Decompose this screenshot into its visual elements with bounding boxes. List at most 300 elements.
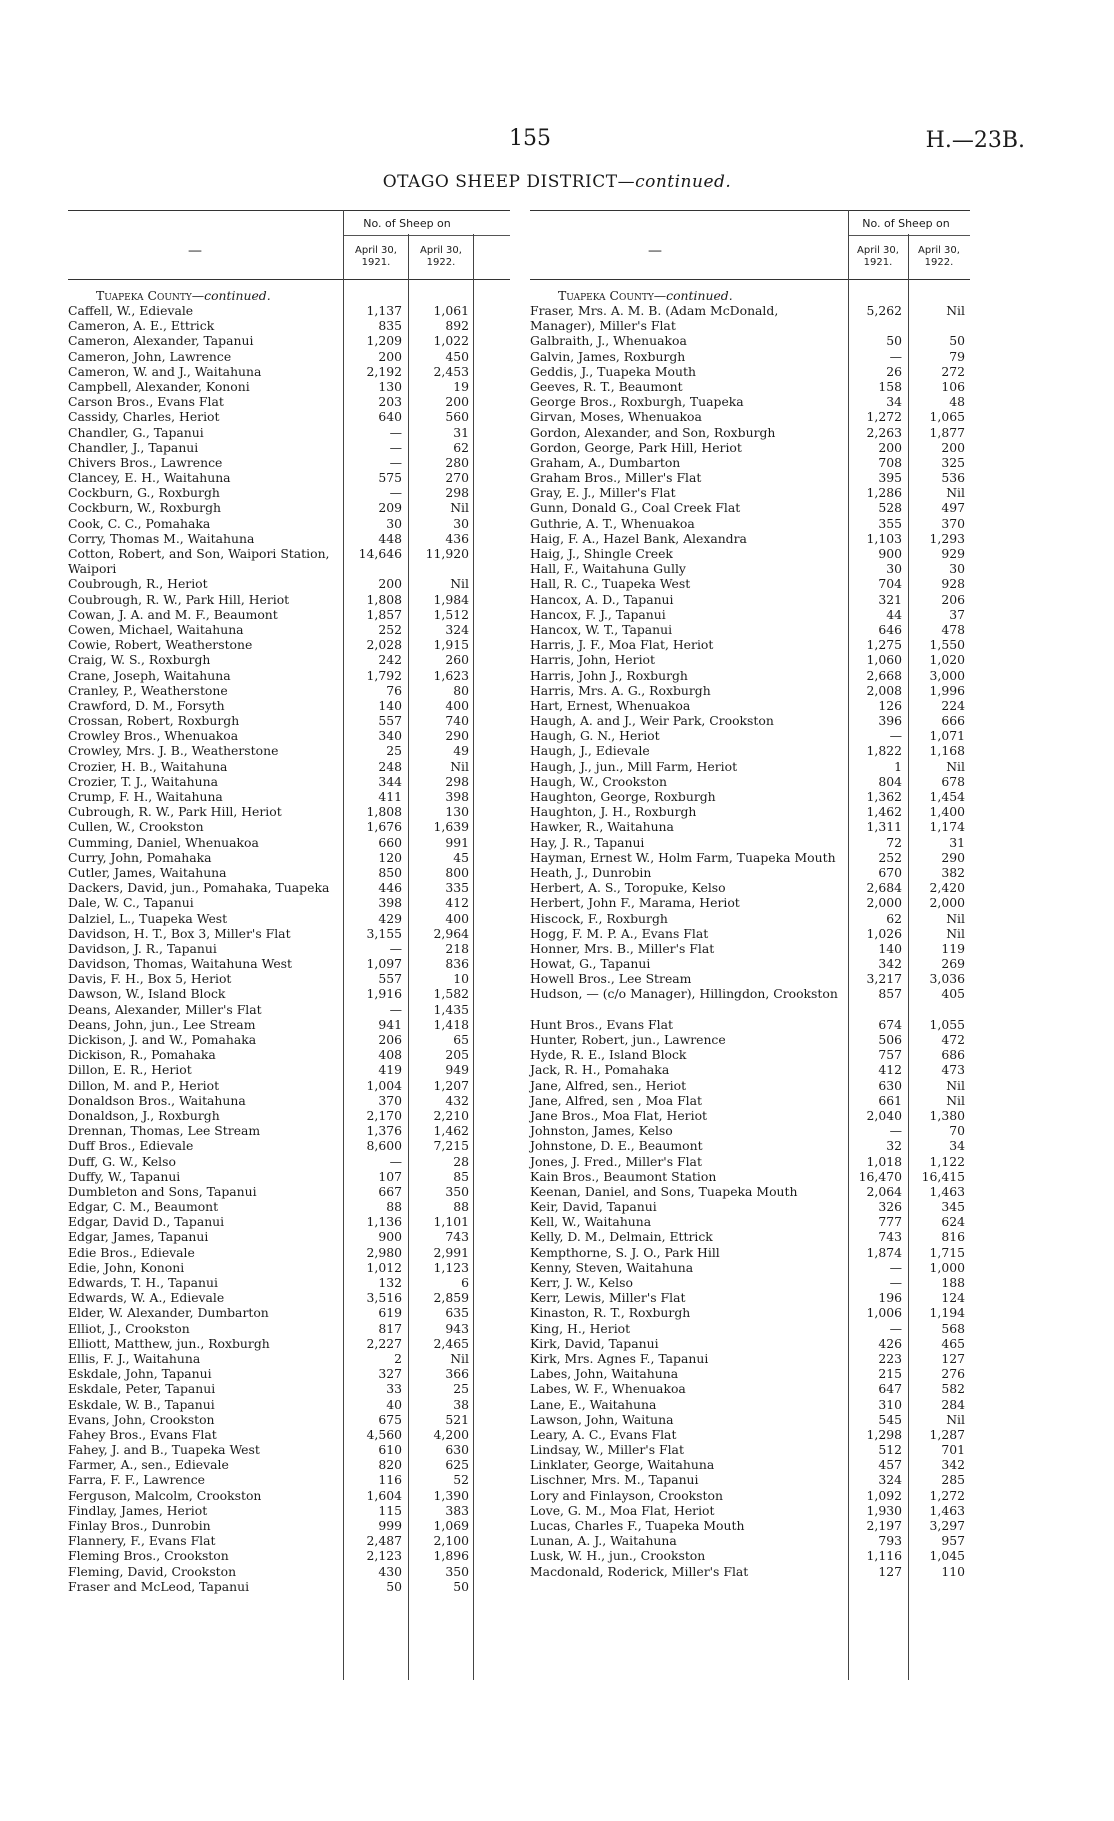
owner-name: Cowie, Robert, Weatherstone	[68, 637, 253, 653]
sheep-count-1921: 1,916	[366, 986, 402, 1002]
sheep-count-1922: 1,996	[929, 682, 965, 698]
sheep-count-1921: 448	[378, 530, 402, 546]
sheep-count-1921: 107	[378, 1168, 402, 1184]
sheep-count-1922: 260	[445, 652, 469, 668]
owner-name: Johnston, James, Kelso	[530, 1123, 673, 1139]
sheep-count-1921: 575	[378, 470, 402, 486]
owner-name: Duff Bros., Edievale	[68, 1138, 194, 1154]
sheep-count-1922: Nil	[450, 758, 469, 774]
owner-name: Ferguson, Malcolm, Crookston	[68, 1487, 262, 1503]
header-col-1921: April 30, 1921.	[355, 245, 397, 268]
owner-name: Coubrough, R., Heriot	[68, 576, 208, 592]
owner-name: Hudson, — (c/o Manager), Hillingdon, Crookston	[530, 986, 838, 1002]
owner-name: Crozier, H. B., Waitahuna	[68, 758, 228, 774]
sheep-count-1922: 28	[453, 1153, 469, 1169]
sheep-count-1922: 929	[941, 546, 965, 562]
county-continued: continued.	[204, 288, 271, 303]
sheep-count-1922: 398	[445, 789, 469, 805]
sheep-count-1921: 44	[886, 606, 902, 622]
sheep-count-1921: 1,275	[866, 637, 902, 653]
sheep-count-1921: 667	[378, 1183, 402, 1199]
owner-name: Elliot, J., Crookston	[68, 1320, 190, 1336]
sheep-count-1921: 941	[378, 1016, 402, 1032]
sheep-count-1922: 1,400	[929, 804, 965, 820]
sheep-count-1922: 269	[941, 956, 965, 972]
sheep-count-1922: 25	[453, 1381, 469, 1397]
owner-name: Fleming Bros., Crookston	[68, 1548, 229, 1564]
owner-name: Hay, J. R., Tapanui	[530, 834, 645, 850]
sheep-count-1922: 991	[445, 834, 469, 850]
owner-name: Cowan, J. A. and M. F., Beaumont	[68, 606, 278, 622]
sheep-count-1921: 252	[878, 849, 902, 865]
sheep-count-1922: 298	[445, 773, 469, 789]
owner-name: George Bros., Roxburgh, Tuapeka	[530, 394, 744, 410]
sheep-count-1921: —	[889, 348, 902, 364]
sheep-count-1922: 1,550	[929, 637, 965, 653]
sheep-count-1922: 188	[941, 1275, 965, 1291]
owner-name: Cotton, Robert, and Son, Waipori Station, Waipori	[68, 546, 330, 577]
sheep-count-1921: 33	[386, 1381, 402, 1397]
sheep-count-1921: 820	[378, 1457, 402, 1473]
sheep-count-1922: 350	[445, 1563, 469, 1579]
sheep-count-1921: 1,006	[866, 1305, 902, 1321]
sheep-count-1921: 1,676	[366, 819, 402, 835]
sheep-count-1921: 793	[878, 1533, 902, 1549]
owner-name: Jane, Alfred, sen , Moa Flat	[530, 1092, 702, 1108]
sheep-count-1922: 536	[941, 470, 965, 486]
owner-name: Clancey, E. H., Waitahuna	[68, 470, 231, 486]
owner-name: Duff, G. W., Kelso	[68, 1153, 176, 1169]
sheep-count-1922: 1,896	[433, 1548, 469, 1564]
sheep-count-1922: 3,000	[929, 667, 965, 683]
owner-name: Harris, J. F., Moa Flat, Heriot	[530, 637, 714, 653]
sheep-count-1921: 130	[378, 378, 402, 394]
sheep-count-1921: 215	[878, 1366, 902, 1382]
owner-name: Dawson, W., Island Block	[68, 986, 226, 1002]
owner-name: Gray, E. J., Miller's Flat	[530, 485, 676, 501]
owner-name: Girvan, Moses, Whenuakoa	[530, 409, 702, 425]
sheep-count-1922: 436	[445, 530, 469, 546]
sheep-count-1921: 14,646	[358, 546, 402, 561]
sheep-count-1922: 4,200	[433, 1426, 469, 1442]
sheep-count-1921: 430	[378, 1563, 402, 1579]
sheep-count-1921: 1,311	[866, 819, 902, 835]
owner-name: Hancox, F. J., Tapanui	[530, 606, 666, 622]
county-heading	[558, 288, 733, 303]
owner-name: Carson Bros., Evans Flat	[68, 394, 224, 410]
owner-name: Edie, John, Kononi	[68, 1259, 185, 1275]
sheep-count-1921: —	[889, 1320, 902, 1336]
sheep-count-1922: 11,920	[425, 546, 469, 561]
sheep-count-1922: 3,297	[929, 1518, 965, 1534]
owner-name: Cubrough, R. W., Park Hill, Heriot	[68, 804, 282, 820]
sheep-count-1921: 412	[878, 1062, 902, 1078]
sheep-count-1921: 1,362	[866, 789, 902, 805]
owner-name: Fahey, J. and B., Tuapeka West	[68, 1442, 260, 1458]
owner-name: Curry, John, Pomahaka	[68, 849, 212, 865]
owner-name: Deans, Alexander, Miller's Flat	[68, 1001, 262, 1017]
sheep-count-1921: 252	[378, 621, 402, 637]
header-col-1922: April 30, 1922.	[918, 245, 960, 268]
sheep-count-1922: 928	[941, 576, 965, 592]
sheep-count-1922: 79	[949, 348, 965, 364]
sheep-count-1922: 472	[941, 1032, 965, 1048]
owner-name: Cutler, James, Waitahuna	[68, 864, 227, 880]
sheep-count-1922: 3,036	[929, 971, 965, 987]
sheep-count-1921: —	[889, 1275, 902, 1291]
sheep-count-1921: 704	[878, 576, 902, 592]
owner-name: Heath, J., Dunrobin	[530, 864, 652, 880]
sheep-count-1922: 1,020	[929, 652, 965, 668]
owner-name: Chandler, G., Tapanui	[68, 424, 204, 440]
owner-name: Cameron, W. and J., Waitahuna	[68, 363, 262, 379]
owner-name: Macdonald, Roderick, Miller's Flat	[530, 1563, 749, 1579]
sheep-count-1922: 1,462	[433, 1123, 469, 1139]
sheep-count-1922: 50	[453, 1578, 469, 1594]
sheep-count-1922: 957	[941, 1533, 965, 1549]
sheep-count-1922: 1,639	[433, 819, 469, 835]
owner-name: Gordon, George, Park Hill, Heriot	[530, 439, 742, 455]
sheep-count-1922: 465	[941, 1335, 965, 1351]
sheep-count-1922: 206	[941, 591, 965, 607]
owner-name: Leary, A. C., Evans Flat	[530, 1426, 677, 1442]
sheep-count-1921: 206	[378, 1032, 402, 1048]
sheep-count-1922: 1,512	[433, 606, 469, 622]
sheep-count-1922: 130	[445, 804, 469, 820]
sheep-count-1922: 80	[453, 682, 469, 698]
sheep-count-1922: 30	[453, 515, 469, 531]
sheep-count-1921: 1,286	[866, 485, 902, 501]
owner-name: Cassidy, Charles, Heriot	[68, 409, 220, 425]
sheep-count-1922: 1,915	[433, 637, 469, 653]
sheep-count-1922: 1,055	[929, 1016, 965, 1032]
sheep-count-1921: 660	[378, 834, 402, 850]
owner-name: Flannery, F., Evans Flat	[68, 1533, 216, 1549]
sheep-count-1922: Nil	[450, 1350, 469, 1366]
sheep-count-1922: 49	[453, 743, 469, 759]
sheep-count-1922: 400	[445, 910, 469, 926]
owner-name: Hawker, R., Waitahuna	[530, 819, 674, 835]
owner-name: Haughton, J. H., Roxburgh	[530, 804, 697, 820]
owner-name: Cranley, P., Weatherstone	[68, 682, 228, 698]
sheep-count-1922: 16,415	[921, 1168, 965, 1184]
sheep-count-1922: 218	[445, 940, 469, 956]
sheep-count-1921: 16,470	[858, 1168, 902, 1184]
sheep-count-1922: 272	[941, 363, 965, 379]
owner-name: Dickison, J. and W., Pomahaka	[68, 1032, 257, 1048]
sheep-count-1922: 1,984	[433, 591, 469, 607]
sheep-count-1921: 355	[878, 515, 902, 531]
sheep-count-1921: 999	[378, 1518, 402, 1534]
owner-name: Eskdale, W. B., Tapanui	[68, 1396, 215, 1412]
owner-name: Gordon, Alexander, and Son, Roxburgh	[530, 424, 776, 440]
sheep-count-1921: 200	[378, 348, 402, 364]
header-group-label: No. of Sheep on	[862, 217, 950, 230]
sheep-count-1922: 478	[941, 621, 965, 637]
owner-name: Kinaston, R. T., Roxburgh	[530, 1305, 691, 1321]
column-rule	[408, 234, 409, 1680]
sheep-count-1922: 1,061	[433, 303, 469, 318]
sheep-count-1921: 1,018	[866, 1153, 902, 1169]
sheep-count-1922: 2,100	[433, 1533, 469, 1549]
owner-name: Kirk, David, Tapanui	[530, 1335, 659, 1351]
sheep-count-1921: 1,376	[366, 1123, 402, 1139]
sheep-count-1921: 116	[378, 1472, 402, 1488]
sheep-count-1922: 1,174	[929, 819, 965, 835]
sheep-count-1921: 396	[878, 713, 902, 729]
sheep-count-1921: 2,487	[366, 1533, 402, 1549]
sheep-count-1921: 2	[394, 1350, 402, 1366]
sheep-count-1922: 1,463	[929, 1502, 965, 1518]
sheep-count-1921: 2,263	[866, 424, 902, 440]
owner-name: Fraser, Mrs. A. M. B. (Adam McDonald, Manager), Miller's Flat	[530, 303, 779, 334]
sheep-count-1922: 1,065	[929, 409, 965, 425]
owner-name: Campbell, Alexander, Kononi	[68, 378, 250, 394]
owner-name: Love, G. M., Moa Flat, Heriot	[530, 1502, 715, 1518]
owner-name: Crump, F. H., Waitahuna	[68, 789, 223, 805]
sheep-count-1921: 8,600	[366, 1138, 402, 1154]
sheep-count-1921: 140	[878, 940, 902, 956]
sheep-count-1922: 2,453	[433, 363, 469, 379]
sheep-count-1922: 412	[445, 895, 469, 911]
owner-name: Cameron, John, Lawrence	[68, 348, 232, 364]
owner-name: Elliott, Matthew, jun., Roxburgh	[68, 1335, 270, 1351]
sheep-count-1922: 743	[445, 1229, 469, 1245]
sheep-count-1921: 557	[378, 713, 402, 729]
sheep-count-1922: 85	[453, 1168, 469, 1184]
sheep-count-1921: 670	[878, 864, 902, 880]
owner-name: Chivers Bros., Lawrence	[68, 454, 223, 470]
sheep-count-1921: 50	[886, 333, 902, 349]
owner-name: Cockburn, G., Roxburgh	[68, 485, 220, 501]
sheep-count-1922: 686	[941, 1047, 965, 1063]
sheep-count-1921: 835	[378, 318, 402, 334]
owner-name: Farmer, A., sen., Edievale	[68, 1457, 229, 1473]
owner-name: Hunter, Robert, jun., Lawrence	[530, 1032, 726, 1048]
sheep-count-1922: 34	[949, 1138, 965, 1154]
sheep-count-1921: 2,227	[366, 1335, 402, 1351]
owner-name: Craig, W. S., Roxburgh	[68, 652, 211, 668]
sheep-count-1922: 1,122	[929, 1153, 965, 1169]
owner-name: Lusk, W. H., jun., Crookston	[530, 1548, 706, 1564]
owner-name: Eskdale, Peter, Tapanui	[68, 1381, 216, 1397]
title-italic: continued.	[635, 172, 732, 192]
sheep-count-1921: 209	[378, 500, 402, 516]
sheep-count-1921: 408	[378, 1047, 402, 1063]
sheep-count-1921: 857	[878, 986, 902, 1002]
owner-name: Harris, Mrs. A. G., Roxburgh	[530, 682, 711, 698]
header-group-label: No. of Sheep on	[363, 217, 451, 230]
sheep-count-1922: 1,582	[433, 986, 469, 1002]
sheep-count-1922: 2,991	[433, 1244, 469, 1260]
sheep-count-1921: 127	[878, 1563, 902, 1579]
owner-name: Geddis, J., Tuapeka Mouth	[530, 363, 696, 379]
owner-name: Dalziel, L., Tuapeka West	[68, 910, 228, 926]
sheep-count-1921: 62	[886, 910, 902, 926]
owner-name: Lawson, John, Waituna	[530, 1411, 674, 1427]
owner-name: Kempthorne, S. J. O., Park Hill	[530, 1244, 720, 1260]
sheep-count-1922: 110	[941, 1563, 965, 1579]
sheep-count-1921: 321	[878, 591, 902, 607]
owner-name: Graham Bros., Miller's Flat	[530, 470, 702, 486]
sheep-count-1921: 1,209	[366, 333, 402, 349]
sheep-count-1921: 2,684	[866, 880, 902, 896]
sheep-count-1922: 200	[445, 394, 469, 410]
owner-name: Keenan, Daniel, and Sons, Tuapeka Mouth	[530, 1183, 798, 1199]
sheep-count-1921: 30	[886, 561, 902, 577]
owner-name: Evans, John, Crookston	[68, 1411, 215, 1427]
sheep-count-1921: 619	[378, 1305, 402, 1321]
owner-name: Drennan, Thomas, Lee Stream	[68, 1123, 261, 1139]
sheep-count-1922: 106	[941, 378, 965, 394]
sheep-count-1922: 678	[941, 773, 965, 789]
sheep-count-1922: 2,964	[433, 925, 469, 941]
owner-name: Jane Bros., Moa Flat, Heriot	[530, 1107, 708, 1123]
owner-name: Labes, John, Waitahuna	[530, 1366, 679, 1382]
sheep-count-1921: 1	[894, 758, 902, 774]
owner-name: Farra, F. F., Lawrence	[68, 1472, 206, 1488]
sheep-count-1922: 836	[445, 956, 469, 972]
sheep-count-1921: 132	[378, 1275, 402, 1291]
sheep-count-1922: 200	[941, 439, 965, 455]
sheep-count-1921: 370	[378, 1092, 402, 1108]
sheep-count-1922: 405	[941, 986, 965, 1002]
sheep-count-1921: 120	[378, 849, 402, 865]
sheep-count-1921: 528	[878, 500, 902, 516]
sheep-count-1922: 383	[445, 1502, 469, 1518]
sheep-count-1922: 816	[941, 1229, 965, 1245]
sheep-count-1921: 2,123	[366, 1548, 402, 1564]
owner-name: Kell, W., Waitahuna	[530, 1214, 652, 1230]
owner-name: Lischner, Mrs. M., Tapanui	[530, 1472, 699, 1488]
sheep-count-1922: 88	[453, 1199, 469, 1215]
sheep-count-1921: 557	[378, 971, 402, 987]
sheep-count-1922: Nil	[450, 500, 469, 516]
sheep-count-1921: —	[389, 439, 402, 455]
sheep-count-1921: —	[389, 454, 402, 470]
sheep-count-1921: 140	[378, 697, 402, 713]
owner-name: Fahey Bros., Evans Flat	[68, 1426, 217, 1442]
county-continued: continued.	[666, 288, 733, 303]
sheep-count-1922: 1,101	[433, 1214, 469, 1230]
sheep-count-1921: 395	[878, 470, 902, 486]
sheep-count-1922: 50	[949, 333, 965, 349]
sheep-count-1921: 3,217	[866, 971, 902, 987]
sheep-count-1921: 344	[378, 773, 402, 789]
sheep-count-1922: 30	[949, 561, 965, 577]
owner-name: Galvin, James, Roxburgh	[530, 348, 686, 364]
sheep-count-1922: Nil	[946, 1092, 965, 1108]
sheep-count-1922: 1,000	[929, 1259, 965, 1275]
sheep-count-1921: 900	[378, 1229, 402, 1245]
sheep-count-1921: 326	[878, 1199, 902, 1215]
owner-name: Graham, A., Dumbarton	[530, 454, 681, 470]
sheep-count-1922: Nil	[450, 576, 469, 592]
sheep-count-1921: 242	[378, 652, 402, 668]
sheep-count-1922: 521	[445, 1411, 469, 1427]
sheep-count-1921: 2,000	[866, 895, 902, 911]
owner-name: Cowen, Michael, Waitahuna	[68, 621, 244, 637]
owner-name: Howat, G., Tapanui	[530, 956, 651, 972]
sheep-count-1921: 340	[378, 728, 402, 744]
owner-name: Haugh, J., jun., Mill Farm, Heriot	[530, 758, 738, 774]
owner-name: Davis, F. H., Box 5, Heriot	[68, 971, 232, 987]
sheep-count-1922: 345	[941, 1199, 965, 1215]
sheep-count-1922: 1,623	[433, 667, 469, 683]
owner-name: Davidson, J. R., Tapanui	[68, 940, 217, 956]
sheep-count-1922: 276	[941, 1366, 965, 1382]
sheep-count-1921: 457	[878, 1457, 902, 1473]
sheep-count-1921: 900	[878, 546, 902, 562]
owner-name: Hiscock, F., Roxburgh	[530, 910, 668, 926]
sheep-count-1922: 450	[445, 348, 469, 364]
owner-name: Haig, J., Shingle Creek	[530, 546, 673, 562]
sheep-count-1922: 38	[453, 1396, 469, 1412]
owner-name: Deans, John, jun., Lee Stream	[68, 1016, 256, 1032]
sheep-count-1922: 284	[941, 1396, 965, 1412]
sheep-count-1921: 32	[886, 1138, 902, 1154]
sheep-count-1922: 1,071	[929, 728, 965, 744]
sheep-count-1921: 248	[378, 758, 402, 774]
sheep-count-1922: 624	[941, 1214, 965, 1230]
sheep-count-1922: 949	[445, 1062, 469, 1078]
sheep-count-1921: 1,012	[366, 1259, 402, 1275]
owner-name: Kerr, J. W., Kelso	[530, 1275, 633, 1291]
sheep-count-1922: 400	[445, 697, 469, 713]
column-rule	[848, 210, 849, 1680]
owner-name: Finlay Bros., Dunrobin	[68, 1518, 211, 1534]
sheep-count-1921: 1,060	[866, 652, 902, 668]
owner-name: Hunt Bros., Evans Flat	[530, 1016, 673, 1032]
owner-name: Kenny, Steven, Waitahuna	[530, 1259, 694, 1275]
sheep-count-1921: 647	[878, 1381, 902, 1397]
sheep-count-1922: 1,454	[929, 789, 965, 805]
sheep-count-1922: 1,463	[929, 1183, 965, 1199]
sheep-count-1922: 290	[941, 849, 965, 865]
sheep-count-1921: 50	[386, 1578, 402, 1594]
owner-name: Dackers, David, jun., Pomahaka, Tuapeka	[68, 880, 330, 896]
owner-name: Linklater, George, Waitahuna	[530, 1457, 715, 1473]
owner-name: Haig, F. A., Hazel Bank, Alexandra	[530, 530, 747, 546]
sheep-count-1921: 1,298	[866, 1426, 902, 1442]
sheep-count-1921: 1,822	[866, 743, 902, 759]
sheep-count-1922: 1,293	[929, 530, 965, 546]
sheep-count-1921: 1,137	[366, 303, 402, 318]
owner-name: Cullen, W., Crookston	[68, 819, 204, 835]
sheep-count-1921: 327	[378, 1366, 402, 1382]
sheep-count-1922: 19	[453, 378, 469, 394]
sheep-count-1921: 1,116	[866, 1548, 902, 1564]
owner-name: Honner, Mrs. B., Miller's Flat	[530, 940, 715, 956]
owner-name: Hart, Ernest, Whenuakoa	[530, 697, 691, 713]
sheep-count-1921: 1,930	[866, 1502, 902, 1518]
owner-name: Lane, E., Waitahuna	[530, 1396, 657, 1412]
sheep-count-1921: 1,792	[366, 667, 402, 683]
sheep-count-1922: 324	[445, 621, 469, 637]
sheep-count-1922: 635	[445, 1305, 469, 1321]
owner-name: Coubrough, R. W., Park Hill, Heriot	[68, 591, 290, 607]
sheep-count-1921: 30	[386, 515, 402, 531]
sheep-count-1921: —	[389, 485, 402, 501]
sheep-count-1922: 625	[445, 1457, 469, 1473]
sheep-count-1921: 708	[878, 454, 902, 470]
sheep-count-1921: 1,272	[866, 409, 902, 425]
sheep-count-1922: 1,380	[929, 1107, 965, 1123]
owner-name: Crowley Bros., Whenuakoa	[68, 728, 239, 744]
column-rule	[473, 234, 474, 1680]
sheep-count-1922: 2,420	[929, 880, 965, 896]
sheep-count-1922: 285	[941, 1472, 965, 1488]
